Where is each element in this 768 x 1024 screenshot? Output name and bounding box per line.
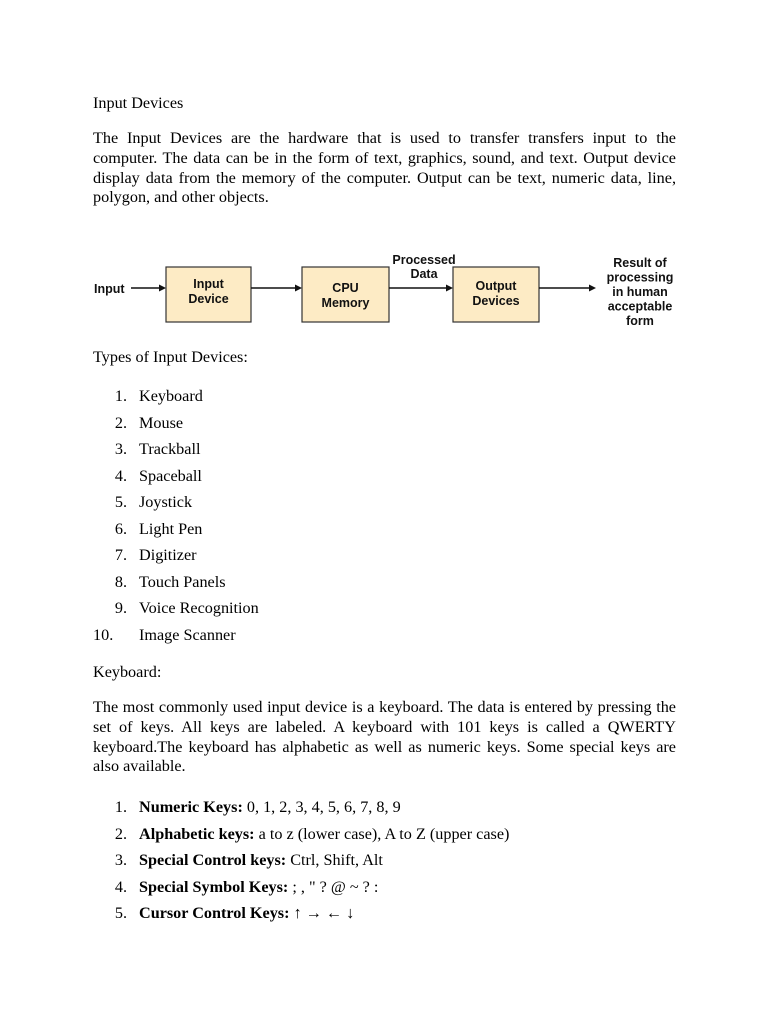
input-process-diagram [90,248,690,334]
keyboard-paragraph: The most commonly used input device is a keyboard. The data is entered by pressing the set of keys. All keys are labeled. A keyboard with 101 keys is called a QWERTY keyboard.The keyboard has alphabetic as well as numeric keys. Some special keys are also available. [93,698,676,776]
section-title: Input Devices [93,94,184,112]
list-item: 3. Trackball [114,440,201,458]
types-list [93,386,259,651]
arrow-head-1 [159,285,166,292]
list-item: 1. Numeric Keys: 0, 1, 2, 3, 4, 5, 6, 7, 8, 9 [114,798,401,816]
arrow-head-4 [589,285,596,292]
list-item: 3. Special Control keys: Ctrl, Shift, Alt [114,851,383,869]
arrow-head-2 [295,285,302,292]
box-output-line1: Output [475,279,517,293]
list-item: 1. Keyboard [114,387,203,405]
box-input-device-line1: Input [193,277,224,291]
processed-data-line2: Data [410,267,438,281]
keys-list [93,797,509,930]
result-line1: Result of [613,256,667,270]
arrow-head-3 [446,285,453,292]
intro-paragraph: The Input Devices are the hardware that is used to transfer transfers input to the computer. The data can be in the form of text, graphics, sound, and text. Output device display data from the memory of the computer. Output can be text, numeric data, line, polygon, and other objects. [93,129,676,207]
list-item: 10. Image Scanner [93,625,236,644]
list-item: 8. Touch Panels [114,572,226,591]
diagram-input-label: Input [94,282,125,296]
box-input-device-line2: Device [188,292,229,306]
result-line2: processing [606,270,674,285]
keyboard-heading: Keyboard: [93,663,162,681]
list-item: 6. Light Pen [114,519,203,538]
list-item: 2. Mouse [114,413,184,432]
box-cpu-line2: Memory [321,296,370,310]
list-item: 9. Voice Recognition [114,599,259,617]
box-output-line2: Devices [472,294,520,308]
list-item: 5. Cursor Control Keys: ↑ → ← ↓ [114,904,355,922]
list-item: 5. Joystick [114,493,193,511]
list-item: 7. Digitizer [114,546,197,564]
result-line5: form [626,314,654,328]
types-heading: Types of Input Devices: [93,348,248,366]
result-line4: acceptable [607,299,673,314]
result-line3: in human [612,285,668,299]
processed-data-line1: Processed [392,253,456,267]
list-item: 4. Special Symbol Keys: ; , " ? @ ~ ? : [114,877,379,896]
list-item: 4. Spaceball [114,466,202,485]
list-item: 2. Alphabetic keys: a to z (lower case), A to Z (upper case) [114,824,510,843]
box-cpu-line1: CPU [332,281,359,295]
